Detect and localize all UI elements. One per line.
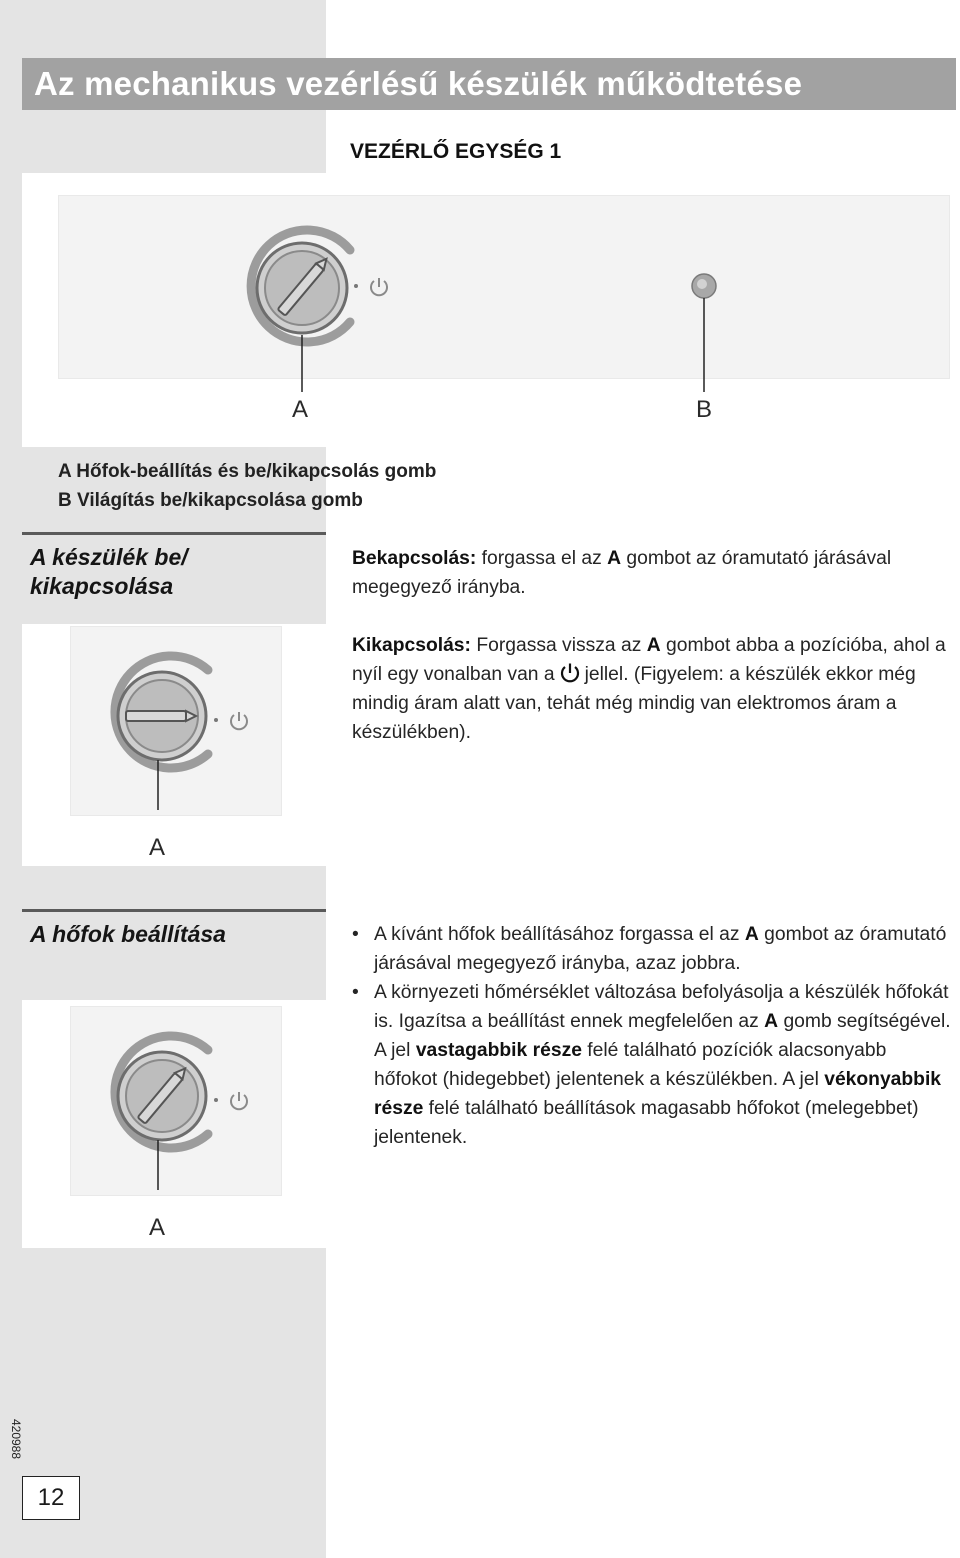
legend-item-a: A Hőfok-beállítás és be/kikapcsolás gomb (58, 461, 437, 482)
on-label: Bekapcsolás: (352, 548, 477, 569)
section-subtitle: VEZÉRLŐ EGYSÉG 1 (350, 140, 562, 163)
label-a: A (149, 834, 166, 861)
text: A kívánt hőfok beállításához forgassa el az (374, 924, 745, 945)
text: felé található pozíciók alacsonyabb hőfokot (hidegebbet) jelentenek a készülékben. A jel (374, 1040, 887, 1090)
heading-line: A készülék be/ (30, 544, 188, 570)
text: A környezeti hőmérséklet változása befolyásolja a készülék hőfokát is. Igazítsa a beállítást ennek megfelelően az (374, 982, 949, 1032)
knob-ref: A (607, 548, 622, 569)
text: gombot abba a pozícióba, ahol a nyíl egy vonalban van a (352, 635, 946, 685)
power-symbol-icon (368, 276, 390, 298)
control-panel (58, 195, 950, 379)
label-a: A (149, 1214, 166, 1241)
section-divider (22, 532, 326, 535)
text: felé található beállítások magasabb hőfokot (melegebbet) jelentenek. (374, 1098, 919, 1148)
section-heading: A hőfok beállítása (30, 921, 226, 947)
text: gombot az óramutató járásával megegyező irányba, azaz jobbra. (374, 924, 947, 974)
text: gomb segítségével. A jel (374, 1011, 951, 1061)
emphasis: vastagabbik része (415, 1040, 582, 1061)
knob-ref: A (646, 635, 661, 656)
emphasis: vékonyabbik része (374, 1069, 942, 1119)
on-paragraph (352, 544, 952, 602)
instruction-list (352, 920, 952, 1152)
power-symbol-icon (559, 662, 581, 684)
section-divider (22, 909, 326, 912)
page-number: 12 (22, 1476, 80, 1520)
heading-line: kikapcsolása (30, 573, 174, 599)
off-label: Kikapcsolás: (352, 635, 471, 656)
text: Forgassa vissza az (470, 635, 647, 656)
list-item: • A környezeti hőmérséklet változása befolyásolja a készülék hőfokát is. Igazítsa a beállítást ennek megfelelően az A gomb segítségével. A jel vastagabbik része felé található pozíciók alacsonyabb hőfokot (hidegebbet) jelentenek a készülékben. A jel vékonyabbik része felé található beállítások magasabb hőfokot (melegebbet) jelentenek. (352, 982, 951, 1148)
section-heading (30, 543, 188, 601)
title-bar (22, 58, 956, 110)
list-item: • A kívánt hőfok beállításához forgassa el az A gombot az óramutató járásával megegyező irányba, azaz jobbra. (352, 924, 947, 974)
label-b: B (696, 396, 713, 423)
knob-ref: A (764, 1011, 779, 1032)
knob-ref: A (744, 924, 759, 945)
label-a: A (292, 396, 309, 423)
power-symbol-icon (228, 710, 250, 732)
text: gombot az óramutató járásával megegyező irányba. (352, 548, 892, 598)
document-number: 420988 (9, 1418, 23, 1460)
legend-item-b: B Világítás be/kikapcsolása gomb (58, 490, 363, 511)
text: forgassa el az (476, 548, 608, 569)
off-paragraph (352, 631, 952, 747)
power-symbol-icon (228, 1090, 250, 1112)
text: jellel. (Figyelem: a készülék ekkor még mindig áram alatt van, tehát még mindig van elektromos áram a készülékben). (352, 664, 916, 743)
light-button-diagram (690, 272, 720, 397)
temperature-knob-diagram (240, 222, 410, 422)
page-title: Az mechanikus vezérlésű készülék működtetése (34, 65, 803, 102)
